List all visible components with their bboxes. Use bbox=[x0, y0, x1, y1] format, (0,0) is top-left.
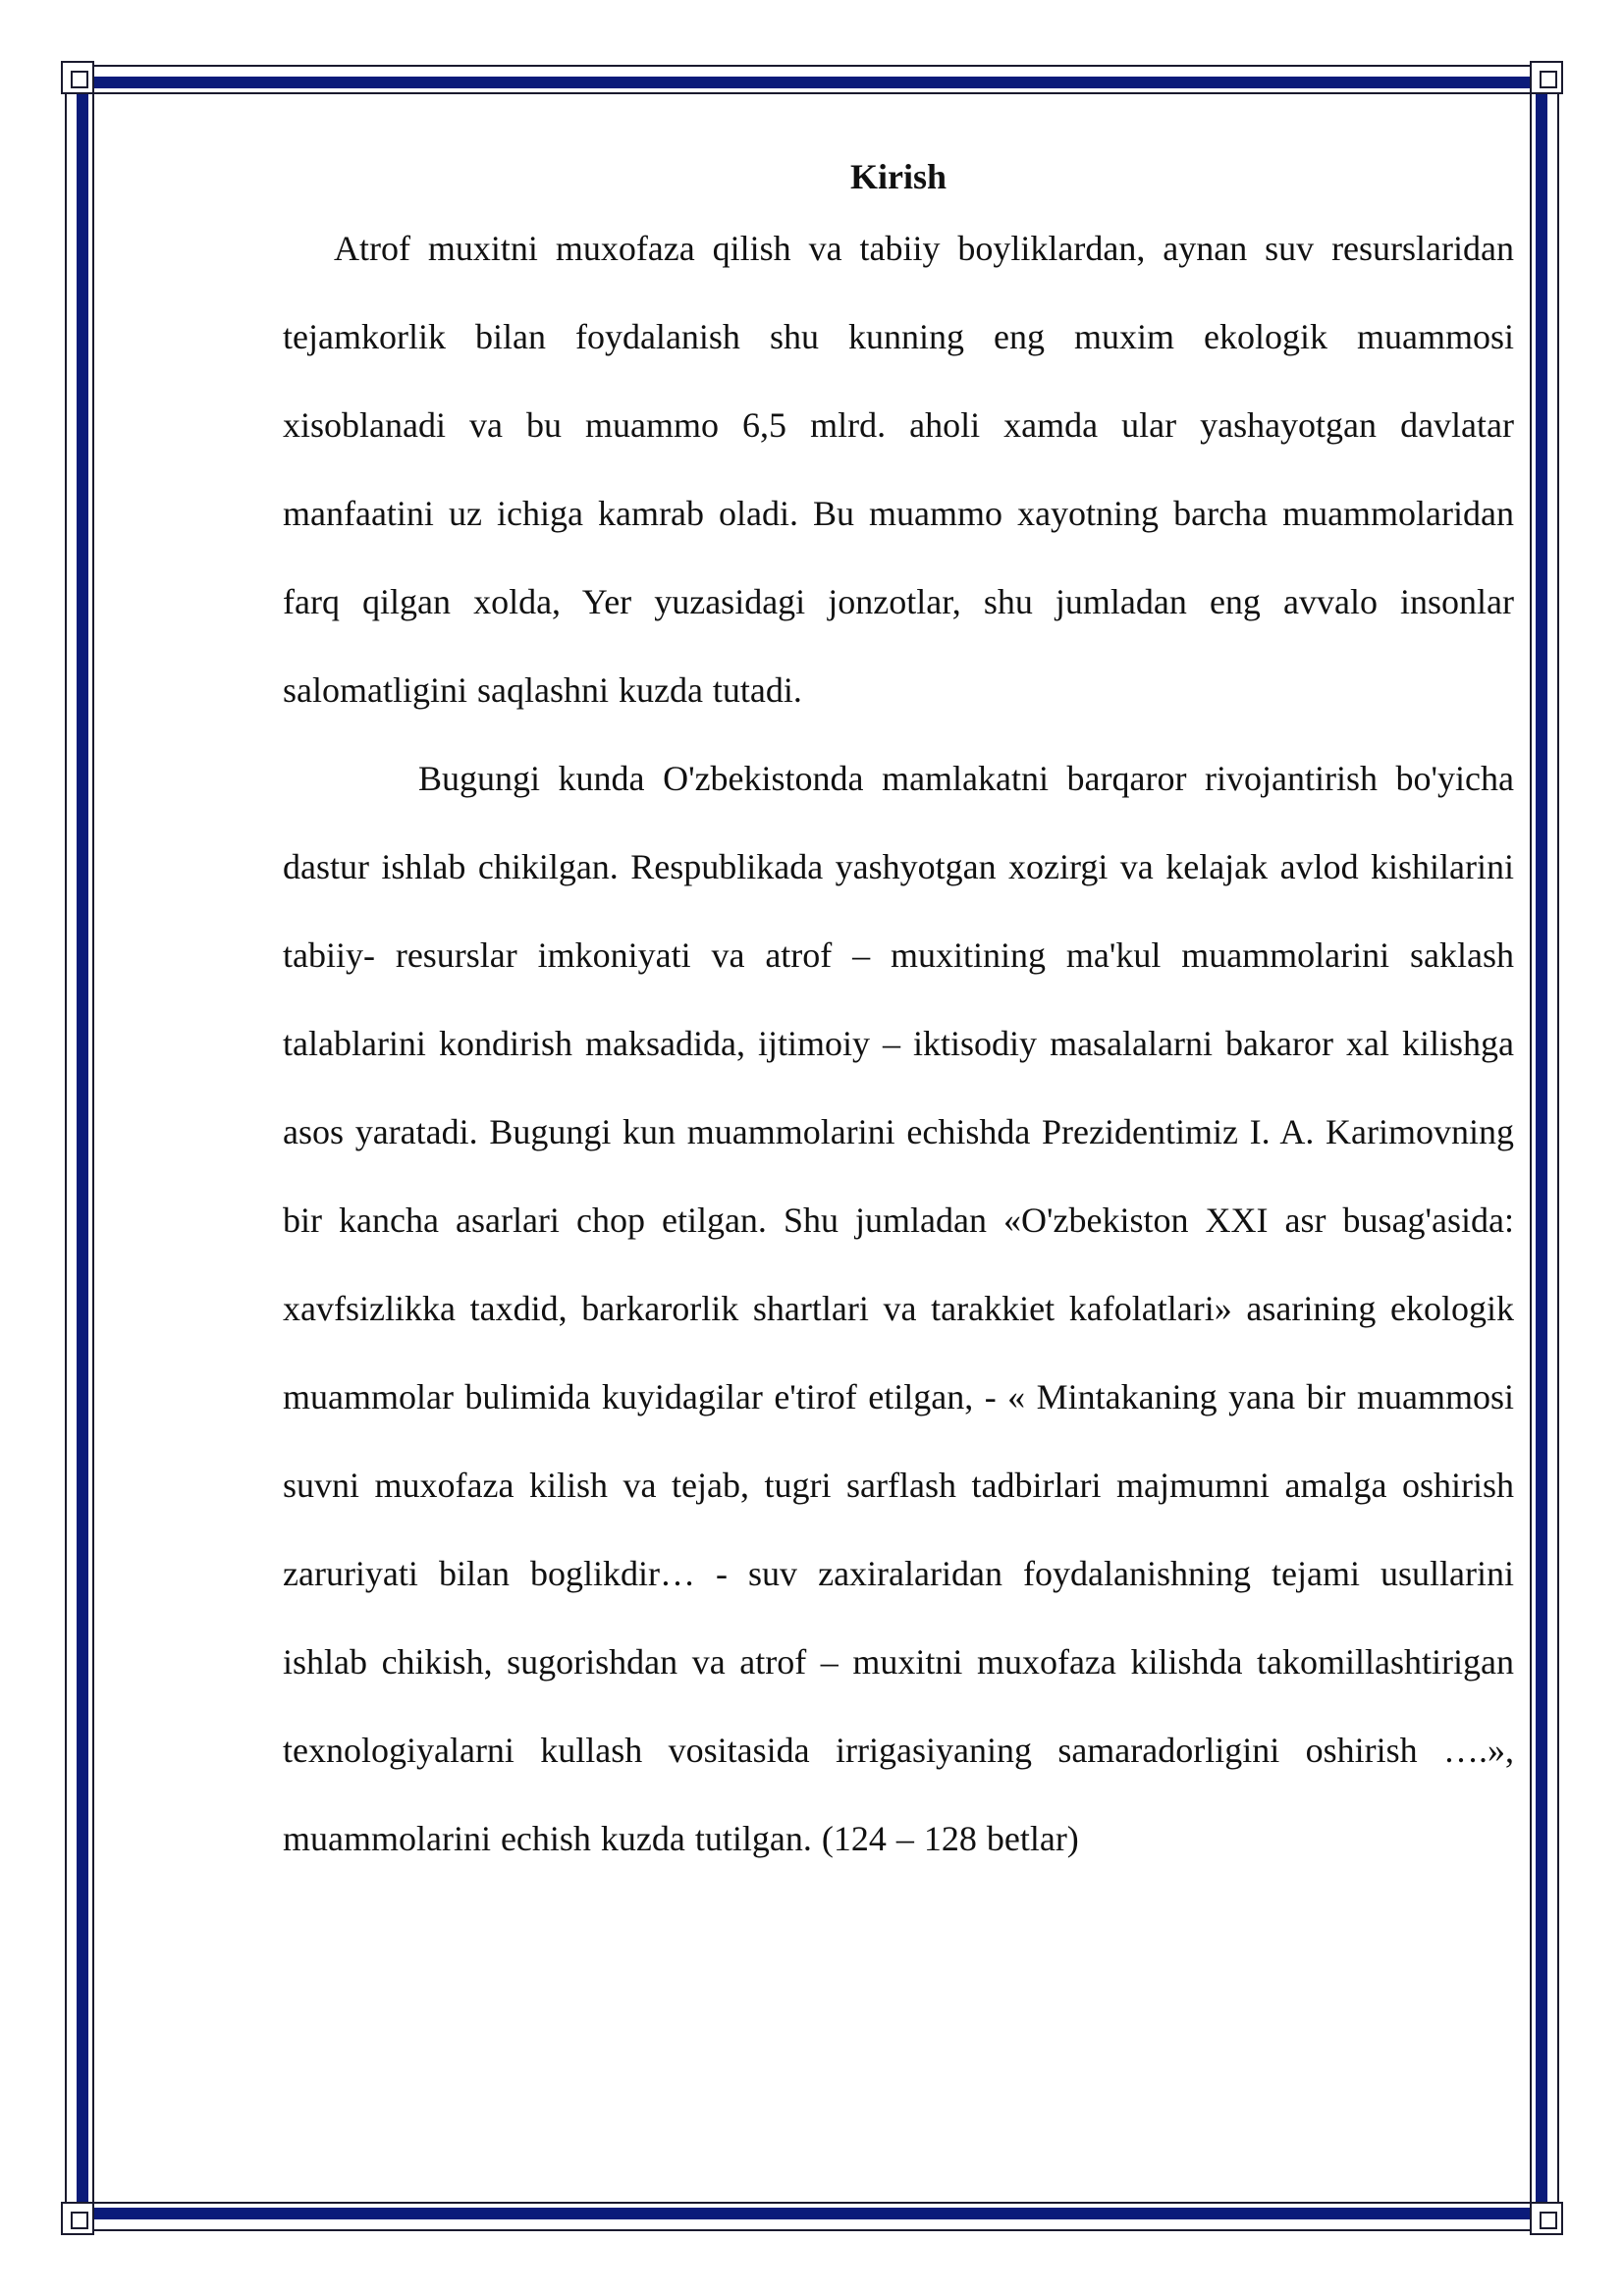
paragraph-main: Bugungi kunda O'zbekistonda mamlakatni barqaror rivojantirish bo'yicha dastur ishlab chikilgan. Respublikada yashyotgan xozirgi va kelajak avlod kishilarini tabiiy- resurslar imkoniyati va atrof – muxitining ma'kul muammolarini saklash talablarini kondirish maksadida, ijtimoiy – iktisodiy masalalarni bakaror xal kilishga asos yaratadi. Bugungi kun muammolarini echishda Prezidentimiz I. A. Karimovning bir kancha asarlari chop etilgan. Shu jumladan «O'zbekiston XXI asr busag'asida: xavfsizlikka taxdid, barkarorlik shartlari va tarakkiet kafolatlari» asarining ekologik muammolar bulimida kuyidagilar e'tirof etilgan, - « Mintakaning yana bir muammosi suvni muxofaza kilish va tejab, tugri sarflash tadbirlari majmumni amalga oshirish zaruriyati bilan boglikdir… - suv zaxiralaridan foydalanishning tejami usullarini ishlab chikish, sugorishdan va atrof – muxitni muxofaza kilishda takomillashtirigan texnologiyalarni kullash vositasida irrigasiyaning samaradorligini oshirish ….», muammolarini echish kuzda tutilgan. (124 – 128 betlar) bbox=[283, 759, 1514, 1858]
border-corner-ornament bbox=[61, 2202, 94, 2235]
document-body bbox=[283, 147, 1514, 1883]
border-corner-ornament bbox=[1530, 61, 1563, 94]
page-title: Kirish bbox=[849, 157, 947, 196]
border-corner-ornament bbox=[1530, 2202, 1563, 2235]
paragraph-intro: Atrof muxitni muxofaza qilish va tabiiy boyliklardan, aynan suv resurslaridan tejamkorlik bilan foydalanish shu kunning eng muxim ekologik muammosi xisoblanadi va bu muammo 6,5 mlrd. aholi xamda ular yashayotgan davlatar manfaatini uz ichiga kamrab oladi. Bu muammo xayotning barcha muammolaridan farq qilgan xolda, Yer yuzasidagi jonzotlar, shu jumladan eng avvalo insonlar salomatligini saqlashni kuzda tutadi. bbox=[283, 229, 1514, 710]
border-corner-ornament bbox=[61, 61, 94, 94]
